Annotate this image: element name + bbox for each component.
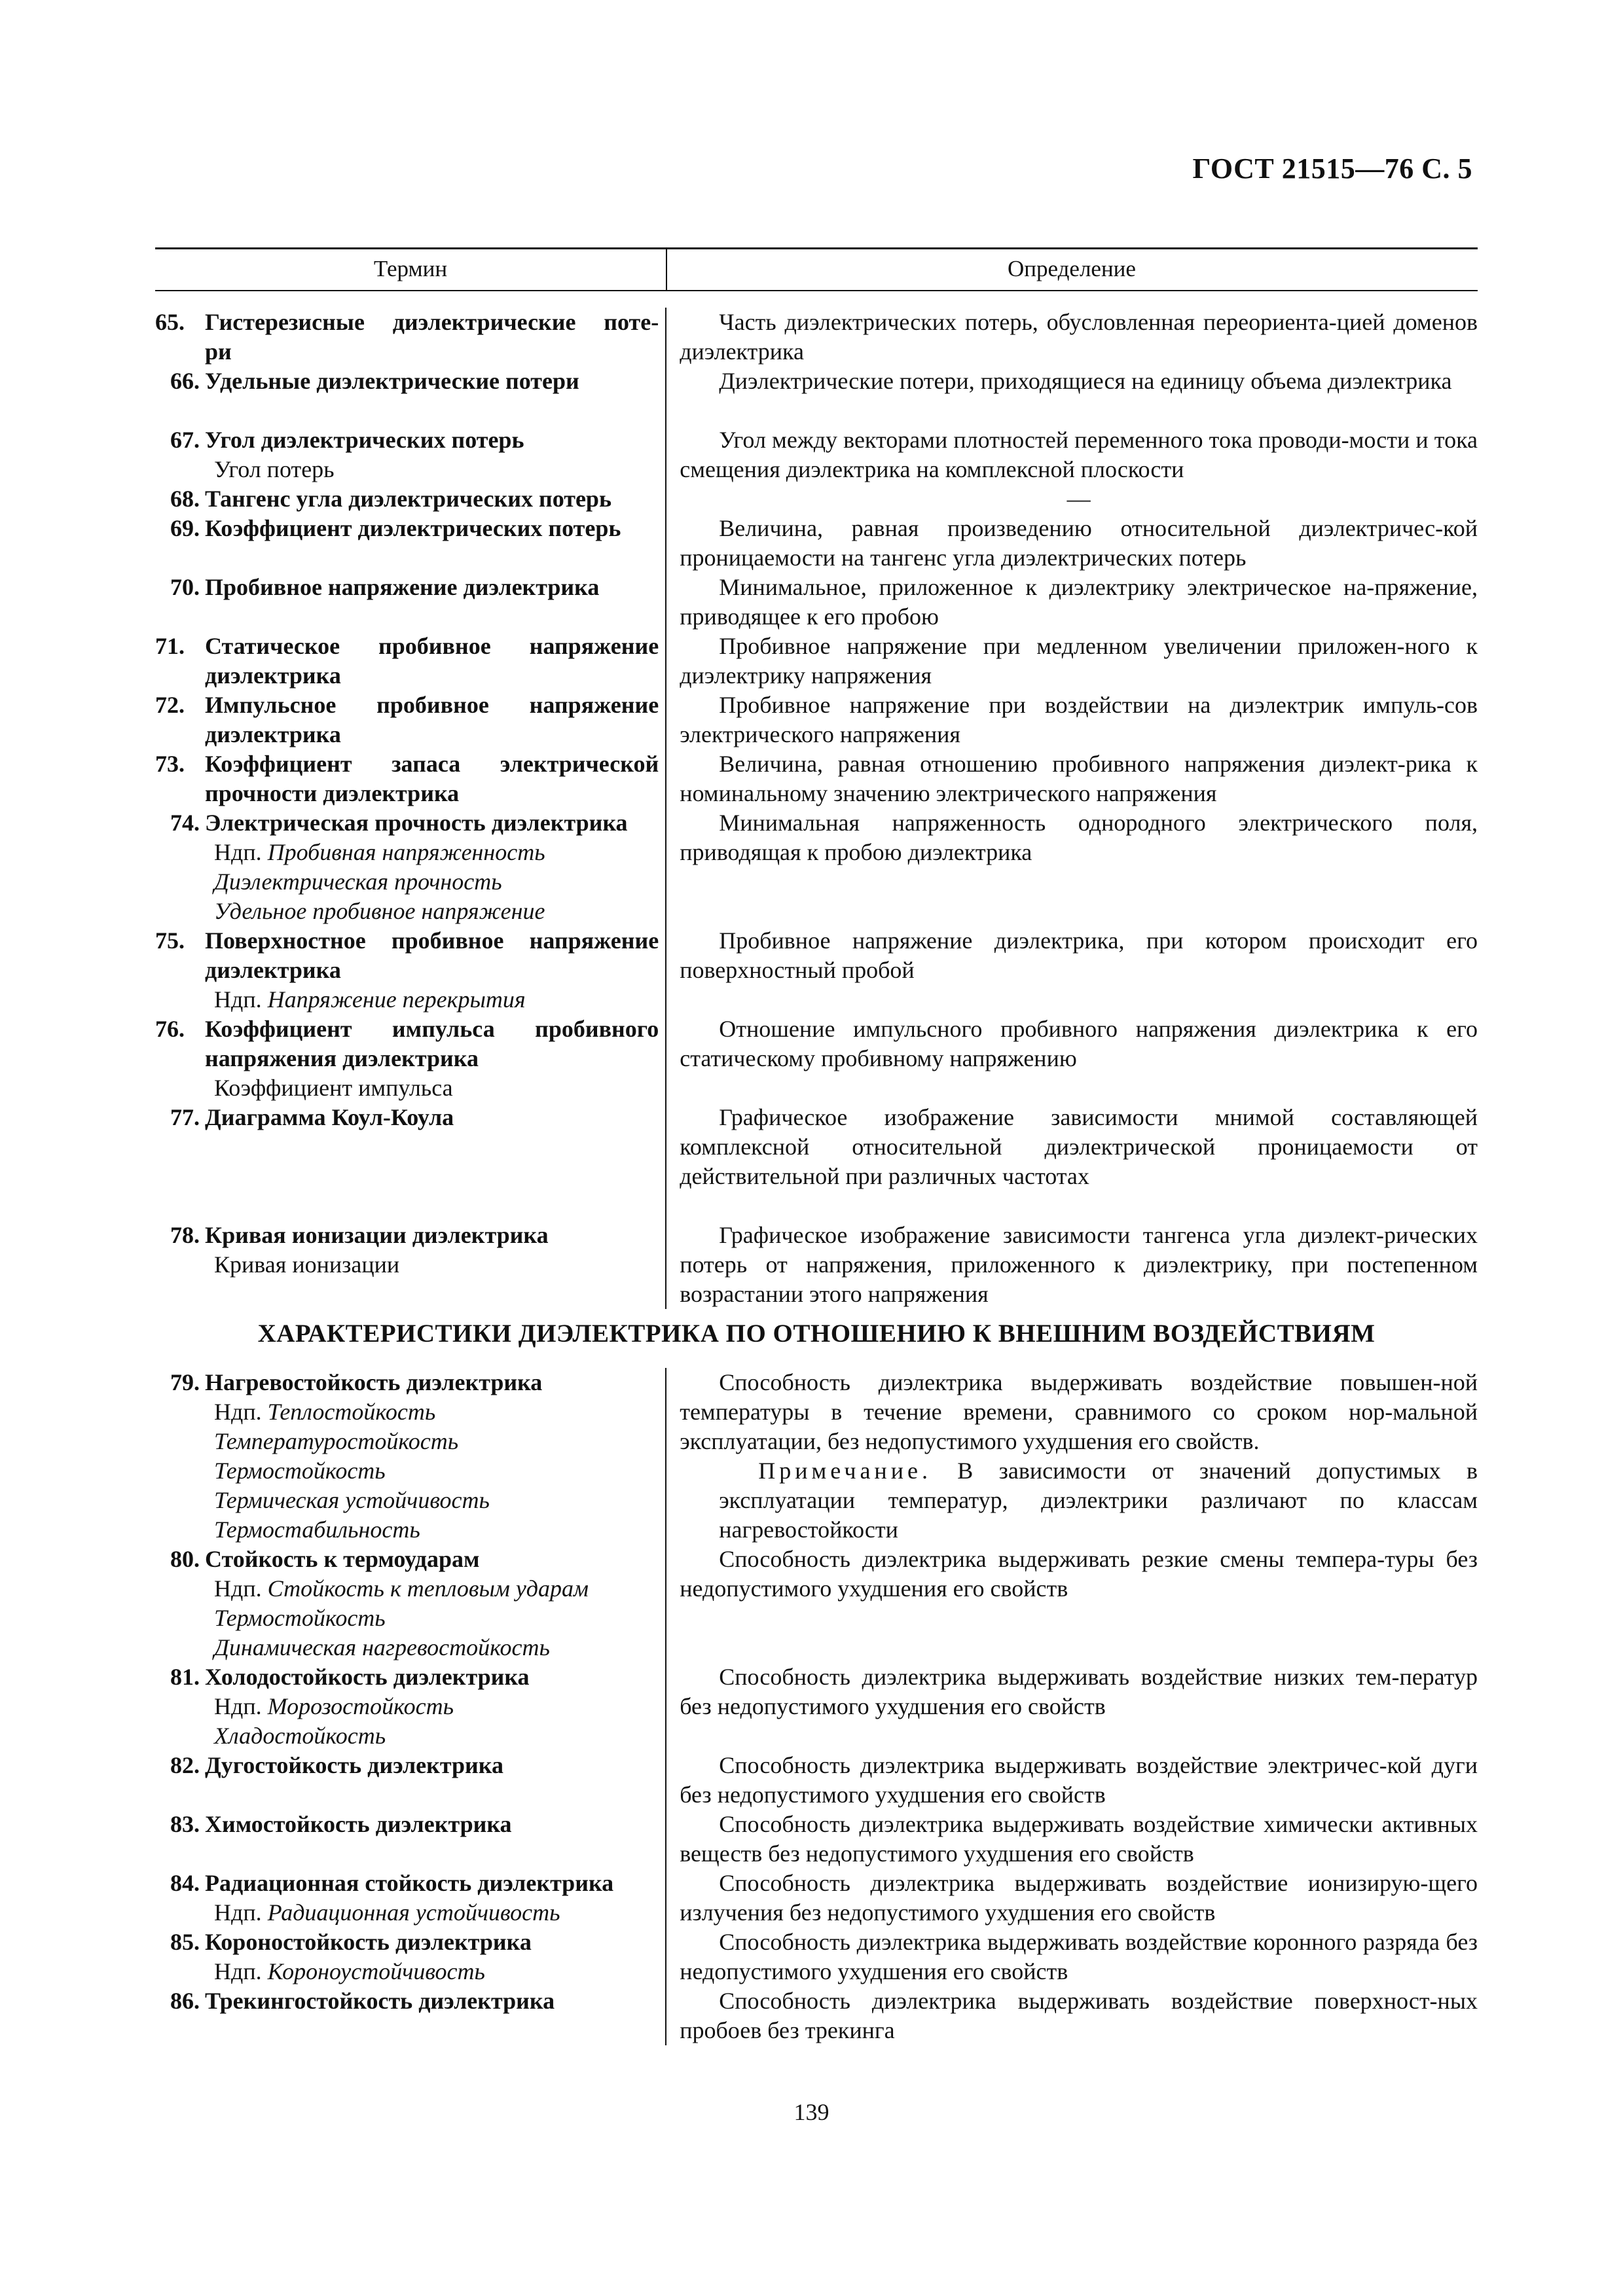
term-text: диэлектрика — [205, 721, 341, 747]
definition-text: Минимальная напряженность однородного электрического поля, приводящая к пробою диэлектрика — [680, 810, 1478, 865]
definition-text: Способность диэлектрика выдерживать воздействие коронного разряда без недопустимого ухудшения его свойств — [680, 1929, 1478, 1984]
definition-text: Угол между векторами плотностей переменного тока проводи-мости и тока смещения диэлектрика на комплексной плоскости — [680, 427, 1478, 482]
table-row — [155, 1810, 1478, 1869]
term-text: Угол диэлектрических потерь — [205, 427, 524, 453]
term-line — [155, 661, 659, 691]
term-number: 73. — [155, 751, 185, 777]
term-cell — [155, 1103, 665, 1221]
term-text: Диаграмма Коул-Коула — [205, 1104, 454, 1130]
definition-cell — [665, 632, 1478, 691]
term-number: 72. — [155, 692, 185, 718]
term-text: Трекингостойкость диэлектрика — [205, 1988, 555, 2014]
term-line — [155, 308, 659, 337]
column-header-term: Термин — [373, 256, 448, 281]
table-row — [155, 1928, 1478, 1986]
table-row — [155, 484, 1478, 514]
term-cell — [155, 573, 665, 632]
term-number: 74. — [170, 810, 200, 836]
term-text: Стойкость к термоударам — [205, 1546, 480, 1572]
term-line — [155, 367, 659, 396]
deprecated-synonym: Хладостойкость — [214, 1723, 386, 1749]
term-number: 70. — [170, 574, 200, 600]
term-text: Коэффициент запаса электрической — [205, 751, 659, 777]
deprecated-synonym: Температуростойкость — [214, 1428, 459, 1454]
term-cell — [155, 1368, 665, 1545]
definition-cell — [665, 425, 1478, 484]
term-number: 76. — [155, 1016, 185, 1042]
deprecated-synonym: Термостойкость — [214, 1605, 386, 1631]
definition-text: Способность диэлектрика выдерживать воздействие ионизирую-щего излучения без недопустимого ухудшения его свойств — [680, 1870, 1478, 1926]
term-text: Коэффициент диэлектрических потерь — [205, 515, 621, 541]
term-line — [155, 484, 659, 514]
definition-text: Пробивное напряжение диэлектрика, при котором происходит его поверхностный пробой — [680, 927, 1478, 983]
term-line — [155, 1810, 659, 1839]
definition-cell — [665, 1751, 1478, 1810]
table-row — [155, 1221, 1478, 1309]
term-text: Нагревостойкость диэлектрика — [205, 1369, 543, 1395]
term-number: 65. — [155, 309, 185, 335]
term-line — [155, 1869, 659, 1898]
definition-cell — [665, 808, 1478, 926]
term-number: 81. — [170, 1664, 200, 1690]
definition-cell — [665, 691, 1478, 749]
definition-text: Величина, равная отношению пробивного напряжения диэлект-рика к номинальному значению электрического напряжения — [680, 751, 1478, 806]
term-line — [155, 749, 659, 779]
term-cell — [155, 1221, 665, 1309]
term-number: 79. — [170, 1369, 200, 1395]
deprecated-synonym: Ндп. Короноустойчивость — [214, 1958, 485, 1984]
term-cell — [155, 1545, 665, 1662]
term-number: 69. — [170, 515, 200, 541]
term-number: 83. — [170, 1811, 200, 1837]
table-row — [155, 1014, 1478, 1103]
term-line — [155, 1751, 659, 1780]
definition-cell — [665, 926, 1478, 1014]
term-line — [155, 514, 659, 543]
term-text: Поверхностное пробивное напряжение — [205, 927, 659, 954]
definition-cell — [665, 1810, 1478, 1869]
term-cell — [155, 1928, 665, 1986]
term-cell — [155, 425, 665, 484]
table-row — [155, 1662, 1478, 1751]
term-number: 77. — [170, 1104, 200, 1130]
definition-cell — [665, 1986, 1478, 2045]
term-line — [155, 1662, 659, 1692]
definition-text: Диэлектрические потери, приходящиеся на единицу объема диэлектрика — [719, 368, 1452, 394]
definition-cell — [665, 749, 1478, 808]
deprecated-synonym: Динамическая нагревостойкость — [214, 1634, 550, 1660]
definition-cell — [665, 1014, 1478, 1103]
term-cell — [155, 1662, 665, 1751]
definition-cell — [665, 1928, 1478, 1986]
document-header: ГОСТ 21515—76 С. 5 — [1192, 152, 1472, 185]
definition-cell — [665, 1869, 1478, 1928]
table-row — [155, 808, 1478, 926]
deprecated-synonym: Термостойкость — [214, 1458, 386, 1484]
definition-cell — [665, 1368, 1478, 1545]
term-line — [155, 1368, 659, 1397]
definition-cell — [665, 367, 1478, 425]
term-line — [155, 956, 659, 985]
definition-cell — [665, 573, 1478, 632]
term-text: Коэффициент импульса пробивного — [205, 1016, 659, 1042]
term-text: Дугостойкость диэлектрика — [205, 1752, 503, 1778]
term-text: Холодостойкость диэлектрика — [205, 1664, 530, 1690]
definition-cell — [665, 1103, 1478, 1221]
term-number: 71. — [155, 633, 185, 659]
term-number: 78. — [170, 1222, 200, 1248]
note-text: В зависимости от значений допустимых в эксплуатации температур, диэлектрики различают по классам нагревостойкости — [719, 1458, 1478, 1543]
table-row — [155, 573, 1478, 632]
table-row — [155, 1368, 1478, 1545]
term-text: Пробивное напряжение диэлектрика — [205, 574, 600, 600]
synonym: Кривая ионизации — [214, 1251, 400, 1278]
term-line — [155, 808, 659, 838]
term-cell — [155, 1869, 665, 1928]
term-cell — [155, 691, 665, 749]
column-header-definition: Определение — [1008, 256, 1136, 281]
term-cell — [155, 1986, 665, 2045]
term-number: 82. — [170, 1752, 200, 1778]
table-row — [155, 632, 1478, 691]
term-text: Импульсное пробивное напряжение — [205, 692, 659, 718]
term-cell — [155, 1810, 665, 1869]
term-line — [155, 720, 659, 749]
term-line — [155, 632, 659, 661]
term-number: 80. — [170, 1546, 200, 1572]
term-text: ри — [205, 338, 232, 365]
table-row — [155, 1869, 1478, 1928]
definition-text: Величина, равная произведению относительной диэлектричес-кой проницаемости на тангенс угла диэлектрических потерь — [680, 515, 1478, 571]
deprecated-synonym: Термическая устойчивость — [214, 1487, 490, 1513]
deprecated-synonym: Диэлектрическая прочность — [214, 869, 502, 895]
term-cell — [155, 514, 665, 573]
term-text: Короностойкость диэлектрика — [205, 1929, 532, 1955]
note-label: Примечание. — [758, 1458, 932, 1484]
term-text: Тангенс угла диэлектрических потерь — [205, 486, 611, 512]
definition-text: Способность диэлектрика выдерживать резкие смены темпера-туры без недопустимого ухудшения его свойств — [680, 1546, 1478, 1602]
synonym: Угол потерь — [214, 456, 335, 482]
definition-text: Способность диэлектрика выдерживать воздействие электричес-кой дуги без недопустимого ухудшения его свойств — [680, 1752, 1478, 1808]
term-cell — [155, 632, 665, 691]
definition-text: Способность диэлектрика выдерживать воздействие повышен-ной температуры в течение времени, сравнимого со сроком нор-мальной эксплуатации, без недопустимого ухудшения его свойств. — [680, 1369, 1478, 1454]
definition-cell — [665, 308, 1478, 367]
note — [680, 1456, 1478, 1545]
deprecated-synonym: Ндп. Радиационная устойчивость — [214, 1899, 560, 1926]
term-line — [155, 926, 659, 956]
term-cell — [155, 926, 665, 1014]
term-number: 67. — [170, 427, 200, 453]
term-line — [155, 1986, 659, 2016]
term-line — [155, 1044, 659, 1073]
term-line — [155, 1014, 659, 1044]
term-line — [155, 425, 659, 455]
table-row — [155, 1751, 1478, 1810]
term-text: диэлектрика — [205, 957, 341, 983]
definition-text: Способность диэлектрика выдерживать воздействие низких тем-ператур без недопустимого ухудшения его свойств — [680, 1664, 1478, 1719]
definition-cell — [665, 514, 1478, 573]
term-line — [155, 779, 659, 808]
term-text: Кривая ионизации диэлектрика — [205, 1222, 549, 1248]
definition-text: Пробивное напряжение при медленном увеличении приложен-ного к диэлектрику напряжения — [680, 633, 1478, 689]
term-line — [155, 573, 659, 602]
deprecated-synonym: Термостабильность — [214, 1516, 420, 1543]
definition-text: Способность диэлектрика выдерживать воздействие химически активных веществ без недопустимого ухудшения его свойств — [680, 1811, 1478, 1867]
definition-text: Минимальное, приложенное к диэлектрику электрическое на-пряжение, приводящее к его пробою — [680, 574, 1478, 630]
term-cell — [155, 808, 665, 926]
definition-cell — [665, 1545, 1478, 1662]
table-row — [155, 1103, 1478, 1221]
term-number: 86. — [170, 1988, 200, 2014]
term-text: Электрическая прочность диэлектрика — [205, 810, 628, 836]
definition-text: Графическое изображение зависимости мнимой составляющей комплексной относительной диэлектрической проницаемости от действительной при различных частотах — [680, 1104, 1478, 1189]
term-cell — [155, 1014, 665, 1103]
term-line — [155, 1221, 659, 1250]
definition-cell — [665, 1662, 1478, 1751]
definition-text: Способность диэлектрика выдерживать воздействие поверхност-ных пробоев без трекинга — [680, 1988, 1478, 2043]
definition-cell — [665, 484, 1478, 514]
table-header — [155, 247, 1478, 291]
table-row — [155, 926, 1478, 1014]
table-row — [155, 691, 1478, 749]
term-text: напряжения диэлектрика — [205, 1045, 479, 1071]
deprecated-synonym: Ндп. Напряжение перекрытия — [214, 986, 526, 1013]
term-cell — [155, 308, 665, 367]
definition-text: Графическое изображение зависимости тангенса угла диэлект-рических потерь от напряжения, приложенного к диэлектрику, при постепенном возрастании этого напряжения — [680, 1222, 1478, 1307]
term-line — [155, 1928, 659, 1957]
term-number: 66. — [170, 368, 200, 394]
term-text: Гистерезисные диэлектрические поте- — [205, 309, 659, 335]
term-text: Удельные диэлектрические потери — [205, 368, 579, 394]
synonym: Коэффициент импульса — [214, 1075, 453, 1101]
term-cell — [155, 367, 665, 425]
page-number: 139 — [793, 2099, 830, 2125]
term-number: 84. — [170, 1870, 200, 1896]
term-text: Радиационная стойкость диэлектрика — [205, 1870, 614, 1896]
term-number: 68. — [170, 486, 200, 512]
deprecated-synonym: Ндп. Пробивная напряженность — [214, 839, 545, 865]
section-title: ХАРАКТЕРИСТИКИ ДИЭЛЕКТРИКА ПО ОТНОШЕНИЮ К ВНЕШНИМ ВОЗДЕЙСТВИЯМ — [257, 1319, 1376, 1348]
definition-cell — [665, 1221, 1478, 1309]
terms-table-section-2 — [155, 1368, 1478, 2045]
deprecated-synonym: Ндп. Морозостойкость — [214, 1693, 454, 1719]
term-line — [155, 337, 659, 367]
term-text: диэлектрика — [205, 662, 341, 689]
term-cell — [155, 484, 665, 514]
table-row — [155, 749, 1478, 808]
definition-text: Отношение импульсного пробивного напряжения диэлектрика к его статическому пробивному напряжению — [680, 1016, 1478, 1071]
term-line — [155, 1103, 659, 1132]
term-number: 75. — [155, 927, 185, 954]
term-line — [155, 691, 659, 720]
term-cell — [155, 749, 665, 808]
definition-dash: — — [1067, 486, 1091, 512]
deprecated-synonym: Удельное пробивное напряжение — [214, 898, 545, 924]
table-row — [155, 1986, 1478, 2045]
term-cell — [155, 1751, 665, 1810]
term-line — [155, 1545, 659, 1574]
deprecated-synonym: Ндп. Теплостойкость — [214, 1399, 436, 1425]
table-row — [155, 514, 1478, 573]
term-text: Статическое пробивное напряжение — [205, 633, 659, 659]
table-row — [155, 425, 1478, 484]
term-text: Химостойкость диэлектрика — [205, 1811, 512, 1837]
term-text: прочности диэлектрика — [205, 780, 460, 806]
definition-text: Часть диэлектрических потерь, обусловленная переориента-цией доменов диэлектрика — [680, 309, 1478, 365]
table-row — [155, 308, 1478, 367]
definition-text: Пробивное напряжение при воздействии на диэлектрик импуль-сов электрического напряжения — [680, 692, 1478, 747]
terms-table-section-1 — [155, 308, 1478, 1309]
deprecated-synonym: Ндп. Стойкость к тепловым ударам — [214, 1575, 589, 1602]
term-number: 85. — [170, 1929, 200, 1955]
table-row — [155, 367, 1478, 425]
table-row — [155, 1545, 1478, 1662]
